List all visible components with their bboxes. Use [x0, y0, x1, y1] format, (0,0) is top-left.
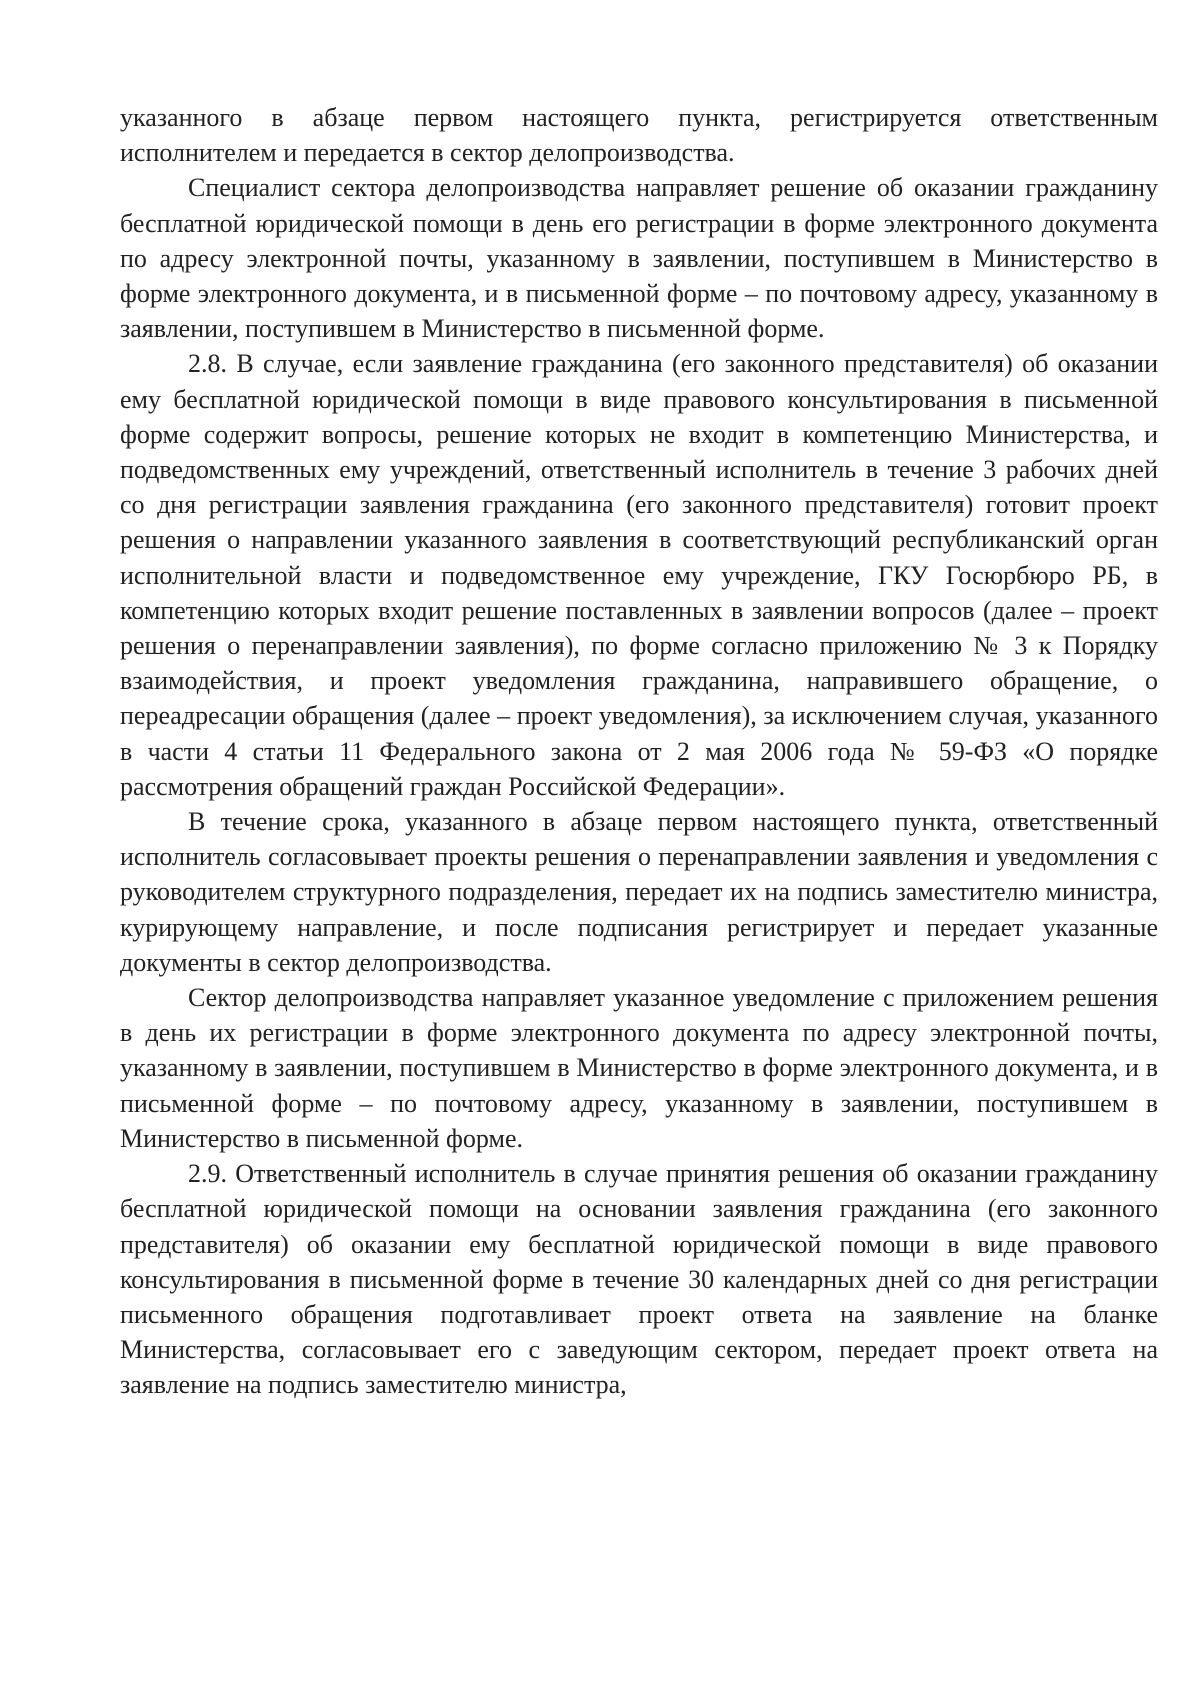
paragraph-2-9: 2.9. Ответственный исполнитель в случае принятия решения об оказании гражданину бесплатной юридической помощи на основании заявления гражданина (его законного представителя) об оказании ему бесплатной юридической помощи в виде правового консультирования в письменной форме в течение 30 календарных дней со дня регистрации письменного обращения подготавливает проект ответа на заявление на бланке Министерства, согласовывает его с заведующим сектором, передает проект ответа на заявление на подпись заместителю министра, [120, 1159, 1158, 1400]
paragraph-continuation: указанного в абзаце первом настоящего пункта, регистрируется ответственным исполнителем и передается в сектор делопроизводства. [120, 103, 1158, 168]
paragraph-sector-sends-notice: Сектор делопроизводства направляет указанное уведомление с приложением решения в день их регистрации в форме электронного документа по адресу электронной почты, указанному в заявлении, поступившем в Министерство в форме электронного документа, и в письменной форме – по почтовому адресу, указанному в заявлении, поступившем в Министерство в письменной форме. [120, 983, 1158, 1153]
paragraph-2-8: 2.8. В случае, если заявление гражданина (его законного представителя) об оказании ему бесплатной юридической помощи в виде правового консультирования в письменной форме содержит вопросы, решение которых не входит в компетенцию Министерства, и подведомственных ему учреждений, ответственный исполнитель в течение 3 рабочих дней со дня регистрации заявления гражданина (его законного представителя) готовит проект решения о направлении указанного заявления в соответствующий республиканский орган исполнительной власти и подведомственное ему учреждение, ГКУ Госюрбюро РБ, в компетенцию которых входит решение поставленных в заявлении вопросов (далее – проект решения о перенаправлении заявления), по форме согласно приложению № 3 к Порядку взаимодействия, и проект уведомления гражданина, направившего обращение, о переадресации обращения (далее – проект уведомления), за исключением случая, указанного в части 4 статьи 11 Федерального закона от 2 мая 2006 года № 59-ФЗ «О порядке рассмотрения обращений граждан Российской Федерации». [120, 349, 1158, 801]
paragraph-within-term: В течение срока, указанного в абзаце первом настоящего пункта, ответственный исполнитель согласовывает проекты решения о перенаправлении заявления и уведомления с руководителем структурного подразделения, передает их на подпись заместителю министра, курирующему направление, и после подписания регистрирует и передает указанные документы в сектор делопроизводства. [120, 807, 1158, 977]
paragraph-specialist-sends-decision: Специалист сектора делопроизводства направляет решение об оказании гражданину бесплатной юридической помощи в день его регистрации в форме электронного документа по адресу электронной почты, указанному в заявлении, поступившем в Министерство в форме электронного документа, и в письменной форме – по почтовому адресу, указанному в заявлении, поступившем в Министерство в письменной форме. [120, 173, 1158, 344]
document-body [120, 100, 1158, 1403]
